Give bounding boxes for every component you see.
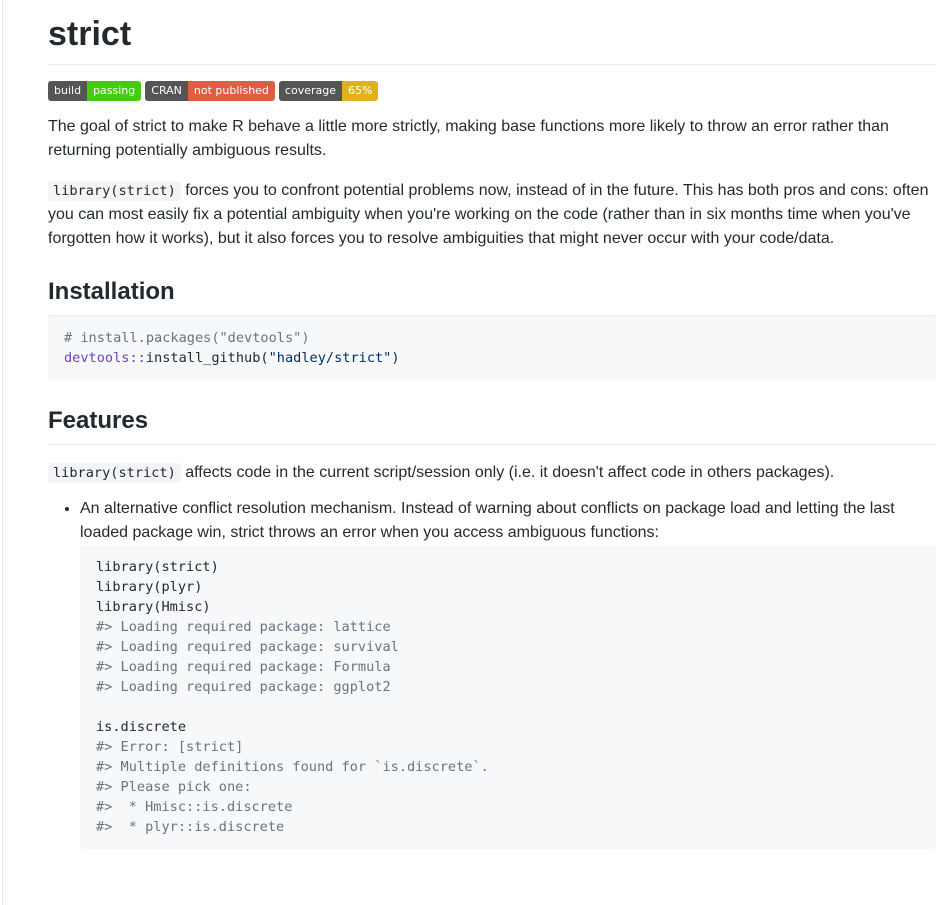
code-output-line: #> Please pick one: — [96, 779, 252, 795]
code-namespace: devtools:: — [64, 350, 146, 366]
installation-heading: Installation — [48, 277, 936, 316]
badge-label: build — [48, 81, 87, 101]
code-output-line: #> Loading required package: Formula — [96, 659, 391, 675]
paragraph-text: affects code in the current script/session only (i.e. it doesn't affect code in others packages). — [180, 464, 835, 481]
page-title: strict — [48, 0, 936, 65]
inline-code: library(strict) — [48, 463, 181, 483]
code-output-line: #> Multiple definitions found for `is.discrete`. — [96, 759, 489, 775]
intro-paragraph: The goal of strict to make R behave a little more strictly, making base functions more likely to throw an error rather than returning potentially ambiguous results. — [48, 118, 889, 159]
page-left-border — [2, 0, 3, 905]
install-code-block — [48, 316, 936, 380]
code-output-line: #> Loading required package: lattice — [96, 619, 391, 635]
code-output-line: #> * Hmisc::is.discrete — [96, 799, 293, 815]
badge-row — [48, 81, 936, 101]
example-code-block — [80, 545, 936, 849]
build-badge[interactable] — [48, 81, 141, 101]
badge-value: passing — [87, 81, 141, 101]
code-output-line: #> Loading required package: ggplot2 — [96, 679, 391, 695]
badge-value: 65% — [342, 81, 378, 101]
features-heading: Features — [48, 406, 936, 445]
code-output-line: #> * plyr::is.discrete — [96, 819, 285, 835]
code-line: library(plyr) — [96, 579, 203, 595]
intro-paragraph-2 — [48, 179, 936, 251]
code-line: is.discrete — [96, 719, 187, 735]
code-line: library(strict) — [96, 559, 219, 575]
inline-code: library(strict) — [48, 181, 181, 201]
cran-badge[interactable] — [145, 81, 275, 101]
features-intro — [48, 461, 936, 485]
code-output-line: #> Error: [strict] — [96, 739, 244, 755]
list-item-text: An alternative conflict resolution mechanism. Instead of warning about conflicts on package load and letting the last loaded package win, strict throws an error when you access ambiguous functions: — [80, 500, 895, 541]
code-comment: # install.packages("devtools") — [64, 330, 310, 346]
badge-label: coverage — [279, 81, 342, 101]
code-line: library(Hmisc) — [96, 599, 211, 615]
code-paren: ) — [391, 350, 400, 366]
paragraph-text: forces you to confront potential problems now, instead of in the future. This has both pros and cons: often you can most easily fix a potential ambiguity when you're working on the code (rather than in six months time when you've forgotten how it works), but it also forces you to resolve ambiguities that might never occur with your code/data. — [48, 182, 929, 247]
code-function: install_github( — [145, 350, 269, 366]
coverage-badge[interactable] — [279, 81, 379, 101]
features-list — [48, 497, 936, 849]
list-item — [80, 497, 936, 849]
badge-label: CRAN — [145, 81, 188, 101]
code-string: "hadley/strict" — [268, 350, 392, 366]
readme-content — [48, 0, 936, 849]
badge-value: not published — [188, 81, 275, 101]
code-output-line: #> Loading required package: survival — [96, 639, 399, 655]
